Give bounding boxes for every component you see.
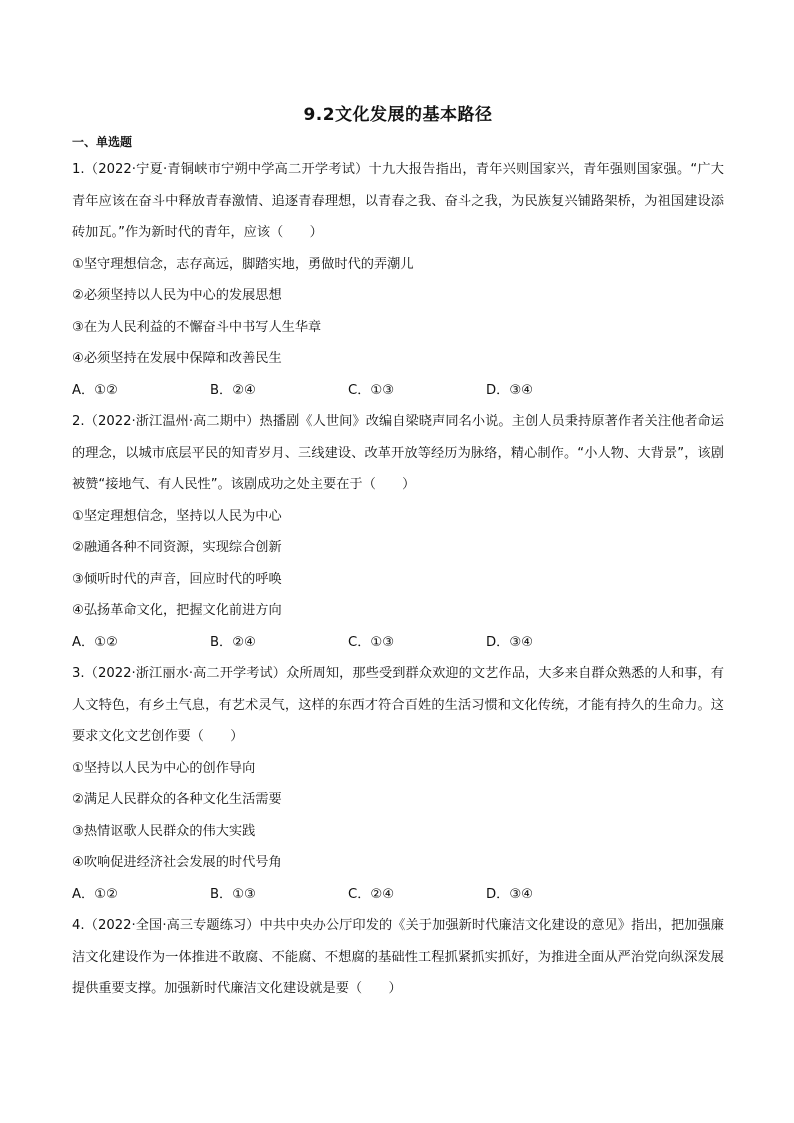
answer-choice-a: A．①② xyxy=(72,382,118,398)
statement-1: ①坚守理想信念，志存高远，脚踏实地，勇做时代的弄潮儿 xyxy=(72,256,414,272)
answer-choices xyxy=(72,627,724,659)
question-text: 1.（2022·宁夏·青铜峡市宁朔中学高二开学考试）十九大报告指出，青年兴则国家兴，青年强则国家强。“广大青年应该在奋斗中释放青春激情、追逐青春理想，以青春之我、奋斗之我，为民族复兴铺路架桥，为祖国建设添砖加瓦。”作为新时代的青年，应该（ ） xyxy=(72,162,724,240)
answer-choices xyxy=(72,375,724,407)
question-text: 2.（2022·浙江温州·高二期中）热播剧《人世间》改编自梁晓声同名小说。主创人员秉持原著作者关注他者命运的理念，以城市底层平民的知青岁月、三线建设、改革开放等经历为脉络，精心制作。“小人物、大背景”，该剧被赞“接地气、有人民性”。该剧成功之处主要在于（ ） xyxy=(72,414,724,492)
answer-choice-c: C．①③ xyxy=(348,634,395,650)
answer-choice-b: B．②④ xyxy=(210,634,256,650)
statement-3: ③倾听时代的声音，回应时代的呼唤 xyxy=(72,571,282,587)
answer-choice-d: D．③④ xyxy=(486,634,533,650)
statement-2: ②融通各种不同资源，实现综合创新 xyxy=(72,540,282,555)
statement-1: ①坚定理想信念，坚持以人民为中心 xyxy=(72,508,282,524)
question-4 xyxy=(72,910,724,1005)
question-text: 4.（2022·全国·高三专题练习）中共中央办公厅印发的《关于加强新时代廉洁文化建设的意见》指出，把加强廉洁文化建设作为一体推进不敢腐、不能腐、不想腐的基础性工程抓紧抓实抓好，为推进全面从严治党向纵深发展提供重要支撑。加强新时代廉洁文化建设就是要（ ） xyxy=(72,918,724,996)
answer-choice-c: C．②④ xyxy=(348,886,395,902)
answer-choices xyxy=(72,879,724,911)
statement-2: ②满足人民群众的各种文化生活需要 xyxy=(72,792,282,807)
statement-2: ②必须坚持以人民为中心的发展思想 xyxy=(72,288,282,303)
answer-choice-d: D．③④ xyxy=(486,886,533,902)
question-1 xyxy=(72,154,724,406)
question-2 xyxy=(72,406,724,658)
statement-4: ④吹响促进经济社会发展的时代号角 xyxy=(72,855,282,870)
question-3 xyxy=(72,658,724,910)
statement-3: ③在为人民利益的不懈奋斗中书写人生华章 xyxy=(72,319,322,335)
question-text: 3.（2022·浙江丽水·高二开学考试）众所周知，那些受到群众欢迎的文艺作品，大多来自群众熟悉的人和事，有人文特色，有乡土气息，有艺术灵气，这样的东西才符合百姓的生活习惯和文化传统，才能有持久的生命力。这要求文化文艺创作要（ ） xyxy=(72,666,724,744)
answer-choice-c: C．①③ xyxy=(348,382,395,398)
answer-choice-a: A．①② xyxy=(72,634,118,650)
answer-choice-a: A．①② xyxy=(72,886,118,902)
answer-choice-d: D．③④ xyxy=(486,382,533,398)
answer-choice-b: B．②④ xyxy=(210,382,256,398)
answer-choice-b: B．①③ xyxy=(210,886,256,902)
statement-4: ④弘扬革命文化，把握文化前进方向 xyxy=(72,603,282,618)
statement-4: ④必须坚持在发展中保障和改善民生 xyxy=(72,351,282,366)
section-heading: 一、单选题 xyxy=(72,135,133,149)
document-page xyxy=(72,100,724,1005)
statement-1: ①坚持以人民为中心的创作导向 xyxy=(72,760,256,776)
document-title: 9.2文化发展的基本路径 xyxy=(303,105,493,125)
statement-3: ③热情讴歌人民群众的伟大实践 xyxy=(72,823,256,839)
